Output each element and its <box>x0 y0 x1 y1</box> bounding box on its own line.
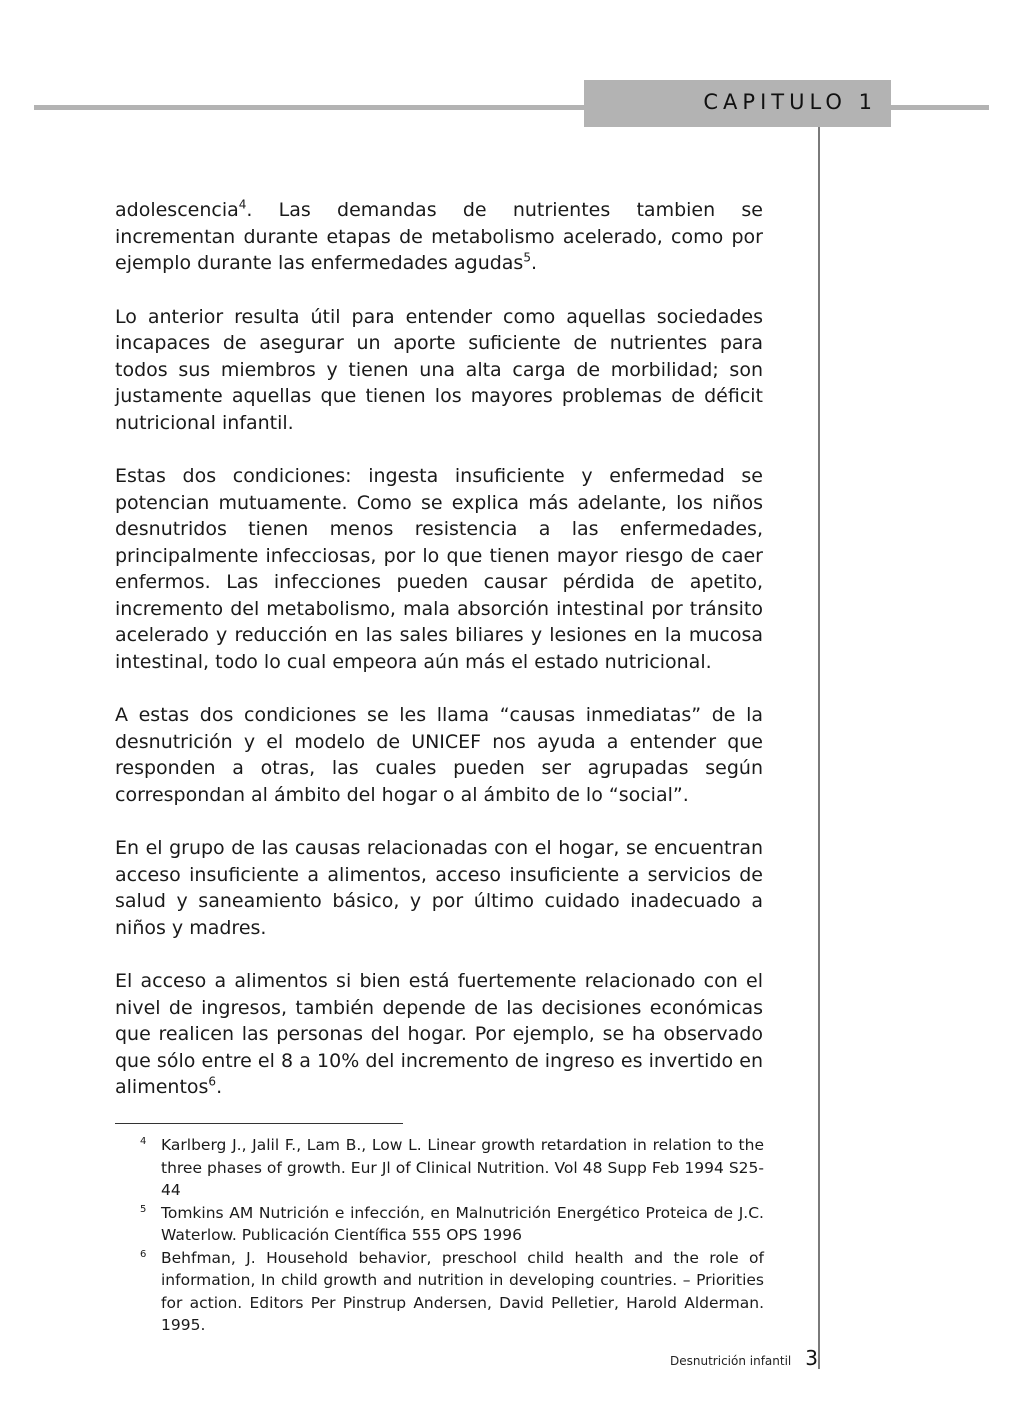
page-number: 3 <box>805 1346 818 1370</box>
paragraph-text: . Las demandas de nutrientes tambien se incrementan durante etapas de metabolismo acelerado, como por ejemplo durante las enfermedades agudas <box>115 199 763 274</box>
paragraph-text: En el grupo de las causas relacionadas con el hogar, se encuentran acceso insuficiente a alimentos, acceso insuficiente a servicios de salud y saneamiento básico, y por último cuidado inadecuado a niños y madres. <box>115 837 763 939</box>
footnote <box>140 1247 764 1337</box>
footnote-number: 4 <box>140 1136 147 1147</box>
margin-rule <box>818 127 820 1369</box>
body-text <box>115 197 763 1128</box>
paragraph-text: . <box>216 1076 223 1098</box>
paragraph-text: Estas dos condiciones: ingesta insuficiente y enfermedad se potencian mutuamente. Como se explica más adelante, los niños desnutridos tienen menos resistencia a las enfermedades, principalmente infecciosas, por lo que tienen mayor riesgo de caer enfermos. Las infecciones pueden causar pérdida de apetito, incremento del metabolismo, mala absorción intestinal por tránsito acelerado y reducción en las sales biliares y lesiones en la mucosa intestinal, todo lo cual empeora aún más el estado nutricional. <box>115 465 763 673</box>
footnote-reference: 5 <box>523 250 531 265</box>
footnote-separator <box>115 1123 403 1124</box>
footnote <box>140 1134 764 1202</box>
body-paragraph <box>115 968 763 1101</box>
footnote-number: 6 <box>140 1248 147 1260</box>
footer-title: Desnutrición infantil <box>670 1354 792 1368</box>
page-footer <box>670 1346 818 1370</box>
body-paragraph <box>115 835 763 941</box>
footnote-text: Tomkins AM Nutrición e infección, en Malnutrición Energético Proteica de J.C. Waterlow. Publicación Científica 555 OPS 1996 <box>161 1203 764 1244</box>
paragraph-text: A estas dos condiciones se les llama “causas inmediatas” de la desnutrición y el modelo de UNICEF nos ayuda a entender que responden a otras, las cuales pueden ser agrupadas según correspondan al ámbito del hogar o al ámbito de lo “social”. <box>115 704 763 806</box>
body-paragraph <box>115 463 763 675</box>
footnote <box>140 1202 764 1247</box>
footnote-text: Karlberg J., Jalil F., Lam B., Low L. Linear growth retardation in relation to the three phases of growth. Eur Jl of Clinical Nutrition. Vol 48 Supp Feb 1994 S25-44 <box>161 1136 764 1199</box>
body-paragraph <box>115 702 763 808</box>
body-paragraph <box>115 304 763 437</box>
chapter-header-box <box>584 80 891 127</box>
footnote-text: Behfman, J. Household behavior, preschool child health and the role of information, In child growth and nutrition in developing countries. – Priorities for action. Editors Per Pinstrup Andersen, David Pelletier, Harold Alderman. 1995. <box>161 1248 764 1334</box>
paragraph-text: adolescencia <box>115 199 239 221</box>
chapter-title: CAPITULO 1 <box>703 90 877 114</box>
paragraph-text: El acceso a alimentos si bien está fuertemente relacionado con el nivel de ingresos, también depende de las decisiones económicas que realicen las personas del hogar. Por ejemplo, se ha observado que sólo entre el 8 a 10% del incremento de ingreso es invertido en alimentos <box>115 970 763 1098</box>
paragraph-text: . <box>530 252 538 274</box>
body-paragraph <box>115 197 763 277</box>
paragraph-text: Lo anterior resulta útil para entender como aquellas sociedades incapaces de asegurar un aporte suficiente de nutrientes para todos sus miembros y tienen una alta carga de morbilidad; son justamente aquellas que tienen los mayores problemas de déficit nutricional infantil. <box>115 305 763 434</box>
footnote-reference: 6 <box>208 1074 217 1089</box>
footnote-number: 5 <box>140 1203 147 1215</box>
footnote-reference: 4 <box>238 197 247 212</box>
footnotes <box>140 1134 764 1337</box>
